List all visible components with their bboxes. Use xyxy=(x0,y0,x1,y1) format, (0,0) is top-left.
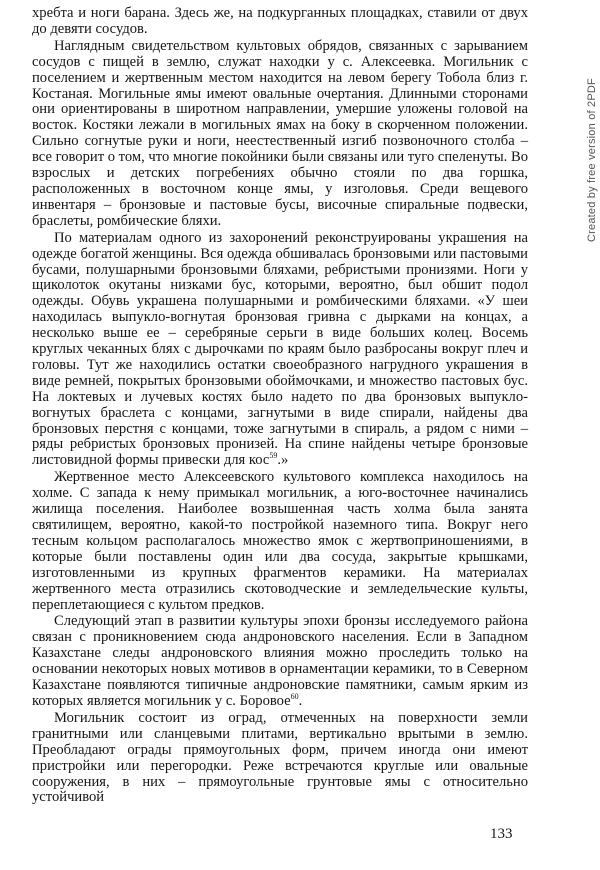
paragraph-5 xyxy=(32,614,528,709)
page-body xyxy=(32,6,528,806)
paragraph-5-text: Следующий этап в развитии культуры эпохи бронзы исследуемого района связан с проникновением сюда андроновского населения. Если в Западном Казахстане следы андроновского влияния можно проследить только на основании некоторых новых мотивов в орнаментации керамики, то в Северном Казахстане появляются типичные андроновские памятники, самым ярким из которых является могильник у с. Боровое xyxy=(32,613,528,709)
paragraph-3-text: По материалам одного из захоронений реконструированы украшения на одежде богатой женщины. Вся одежда обшивалась бронзовыми или пастовыми бусами, полушарными бронзовыми бляхами, ребристыми пронизями. Ноги у щиколоток окутаны низками бус, которыми, вероятно, был обшит подол одежды. Обувь украшена полушарными и ромбическими бляхами. «У шеи находилась выпукло-вогнутая бронзовая гривна с дырками на концах, а несколько выше ее – серебряные серьги в виде больших колец. Восемь круглых чеканных блях с дырочками по краям было разбросаны вокруг плеч и головы. Тут же находились остатки своеобразного нагрудного украшения в виде ремней, покрытых бронзовыми обоймочками, и множество пастовых бус. На локтевых и лучевых костях было надето по два бронзовых выпукло-вогнутых браслета с концами, загнутыми в виде спирали, найдены два бронзовых перстня с концами, тоже загнутыми в спираль, а рядом с ними – ряды ребристых бронзовых пронизей. На спине найдены четыре бронзовые листовидной формы привески для кос xyxy=(32,229,528,469)
paragraph-4: Жертвенное место Алексеевского культового комплекса находилось на холме. С запада к нему примыкал могильник, а юго-восточнее начинались жилища поселения. Наиболее возвышенная часть холма была занята святилищем, вероятно, какой-то постройкой наземного типа. Вокруг него тесным кольцом располагалось множество ямок с жертвоприношениями, в которые были поставлены один или два сосуда, закрытые крышками, изготовленными из крупных фрагментов керамики. На материалах жертвенного места отразились скотоводческие и земледельческие культы, переплетающиеся с культом предков. xyxy=(32,469,528,613)
footnote-ref-60: 60 xyxy=(290,692,299,702)
paragraph-3 xyxy=(32,231,528,470)
paragraph-1: хребта и ноги барана. Здесь же, на подкурганных площадках, ставили от двух до девяти сосудов. xyxy=(32,5,528,37)
pdf-watermark: Created by free version of 2PDF xyxy=(586,78,598,242)
paragraph-5-tail: . xyxy=(298,692,303,709)
paragraph-3-tail: .» xyxy=(277,452,289,469)
paragraph-6: Могильник состоит из оград, отмеченных на поверхности земли гранитными или сланцевыми плитами, вертикально врытыми в землю. Преобладают ограды прямоугольных форм, причем иногда они имеют пристройки или перегородки. Реже встречаются круглые или овальные сооружения, в них – прямоугольные грунтовые ямы с относительно устойчивой xyxy=(32,709,528,806)
footnote-ref-59: 59 xyxy=(269,451,278,461)
page-number: 133 xyxy=(490,826,513,842)
paragraph-2: Наглядным свидетельством культовых обрядов, связанных с зарыванием сосудов с пищей в землю, служат находки у с. Алексеевка. Могильник с поселением и жертвенным местом находится на левом берегу Тобола близ г. Костаная. Могильные ямы имеют овальные очертания. Длинными сторонами они ориентированы в широтном направлении, умершие уложены головой на восток. Костяки лежали в могильных ямах на боку в скорченном положении. Сильно согнутые руки и ноги, неестественный изгиб позвоночного столба – все говорит о том, что многие покойники были связаны или туго спеленуты. Во взрослых и детских погребениях обычно стояли по два горшка, расположенных в восточном конце ямы, у изголовья. Среди вещевого инвентаря – бронзовые и пастовые бусы, височные спиральные подвески, браслеты, ромбические бляхи. xyxy=(32,37,528,229)
